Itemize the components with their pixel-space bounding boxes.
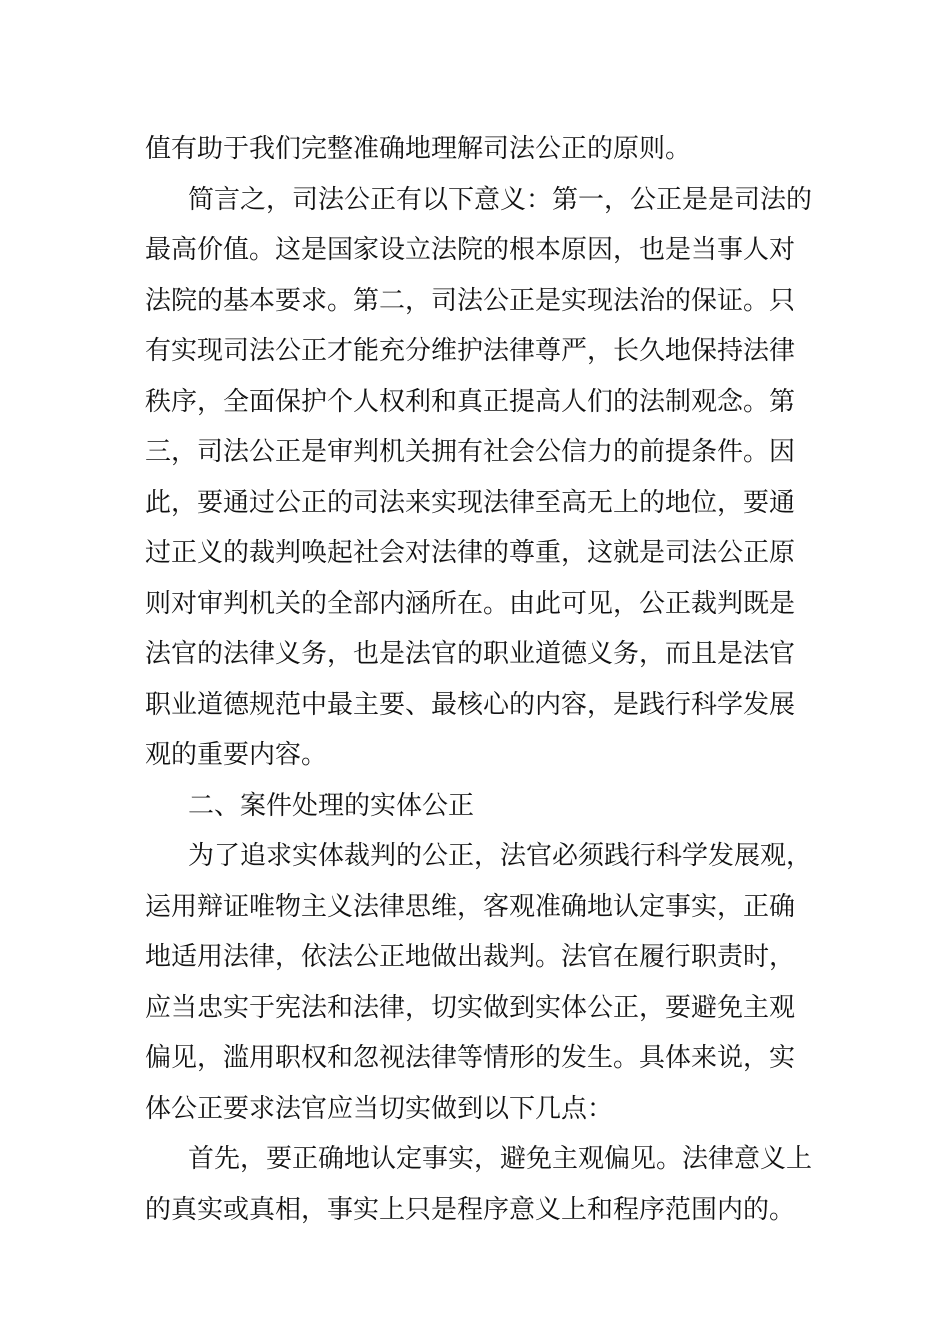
text-line: 的真实或真相，事实上只是程序意义上和程序范围内的。 — [145, 1194, 796, 1225]
text-line: 运用辩证唯物主义法律思维，客观准确地认定事实，正确 — [145, 891, 796, 922]
text-line: 偏见，滥用职权和忽视法律等情形的发生。具体来说，实 — [145, 1043, 796, 1073]
section-heading: 二、案件处理的实体公正 — [188, 790, 475, 821]
text-line: 地适用法律，依法公正地做出裁判。法官在履行职责时， — [145, 942, 796, 972]
paragraph-first-line: 为了追求实体裁判的公正，法官必须践行科学发展观， — [188, 841, 813, 871]
text-line: 值有助于我们完整准确地理解司法公正的原则。 — [145, 134, 692, 164]
paragraph-first-line: 简言之，司法公正有以下意义：第一，公正是是司法的 — [188, 184, 813, 215]
text-line: 职业道德规范中最主要、最核心的内容，是践行科学发展 — [145, 689, 796, 720]
document-body — [145, 124, 813, 1235]
text-line: 此，要通过公正的司法来实现法律至高无上的地位，要通 — [145, 487, 796, 518]
text-line: 应当忠实于宪法和法律，切实做到实体公正，要避免主观 — [145, 992, 796, 1023]
text-line: 过正义的裁判唤起社会对法律的尊重，这就是司法公正原 — [145, 538, 796, 568]
text-line: 则对审判机关的全部内涵所在。由此可见，公正裁判既是 — [145, 588, 796, 619]
text-line: 体公正要求法官应当切实做到以下几点： — [145, 1093, 614, 1124]
paragraph-first-line: 首先，要正确地认定事实，避免主观偏见。法律意义上 — [188, 1144, 813, 1174]
text-line: 秩序，全面保护个人权利和真正提高人们的法制观念。第 — [145, 386, 796, 417]
text-line: 法官的法律义务，也是法官的职业道德义务，而且是法官 — [145, 639, 796, 669]
text-line: 法院的基本要求。第二，司法公正是实现法治的保证。只 — [145, 285, 796, 316]
text-line: 三，司法公正是审判机关拥有社会公信力的前提条件。因 — [145, 437, 796, 467]
text-line: 观的重要内容。 — [145, 740, 328, 770]
text-line: 最高价值。这是国家设立法院的根本原因，也是当事人对 — [145, 235, 796, 265]
text-line: 有实现司法公正才能充分维护法律尊严，长久地保持法律 — [145, 336, 796, 366]
